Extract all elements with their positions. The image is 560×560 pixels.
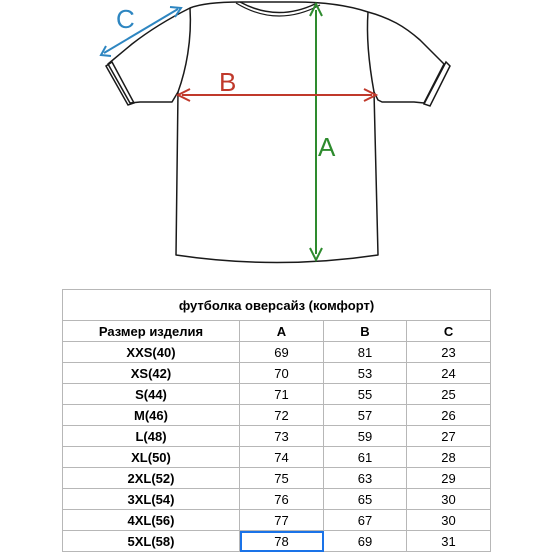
measurement-b-label: B (219, 67, 237, 97)
a-cell[interactable]: 78 (240, 531, 324, 552)
table-row (63, 384, 491, 405)
size-cell[interactable]: 3XL(54) (63, 489, 240, 510)
c-cell[interactable]: 25 (407, 384, 491, 405)
b-cell[interactable]: 65 (324, 489, 407, 510)
table-header-row (63, 321, 491, 342)
table-row (63, 405, 491, 426)
b-cell[interactable]: 63 (324, 468, 407, 489)
a-cell[interactable]: 75 (240, 468, 324, 489)
a-cell[interactable]: 74 (240, 447, 324, 468)
size-cell[interactable]: S(44) (63, 384, 240, 405)
c-cell[interactable]: 24 (407, 363, 491, 384)
c-cell[interactable]: 26 (407, 405, 491, 426)
b-cell[interactable]: 57 (324, 405, 407, 426)
c-cell[interactable]: 23 (407, 342, 491, 363)
size-cell[interactable]: 2XL(52) (63, 468, 240, 489)
size-cell[interactable]: XS(42) (63, 363, 240, 384)
b-cell[interactable]: 61 (324, 447, 407, 468)
c-cell[interactable]: 30 (407, 510, 491, 531)
header-c: C (407, 321, 491, 342)
size-cell[interactable]: 5XL(58) (63, 531, 240, 552)
size-cell[interactable]: XXS(40) (63, 342, 240, 363)
tshirt-outline (108, 2, 444, 263)
a-cell[interactable]: 77 (240, 510, 324, 531)
a-cell[interactable]: 69 (240, 342, 324, 363)
table-title: футболка оверсайз (комфорт) (63, 290, 491, 321)
c-cell[interactable]: 29 (407, 468, 491, 489)
size-cell[interactable]: M(46) (63, 405, 240, 426)
header-size: Размер изделия (63, 321, 240, 342)
b-cell[interactable]: 59 (324, 426, 407, 447)
a-cell[interactable]: 76 (240, 489, 324, 510)
b-cell[interactable]: 67 (324, 510, 407, 531)
c-cell[interactable]: 28 (407, 447, 491, 468)
a-cell[interactable]: 73 (240, 426, 324, 447)
table-row (63, 489, 491, 510)
a-cell[interactable]: 70 (240, 363, 324, 384)
header-b: B (324, 321, 407, 342)
b-cell[interactable]: 69 (324, 531, 407, 552)
table-row (63, 342, 491, 363)
table-row (63, 363, 491, 384)
size-cell[interactable]: XL(50) (63, 447, 240, 468)
table-row (63, 426, 491, 447)
measurement-c-label: C (116, 4, 135, 34)
c-cell[interactable]: 30 (407, 489, 491, 510)
table-title-row (63, 290, 491, 321)
size-table (62, 289, 491, 552)
header-a: A (240, 321, 324, 342)
table-row (63, 510, 491, 531)
table-row (63, 447, 491, 468)
table-body (63, 342, 491, 552)
b-cell[interactable]: 81 (324, 342, 407, 363)
table-row (63, 531, 491, 552)
b-cell[interactable]: 53 (324, 363, 407, 384)
a-cell[interactable]: 71 (240, 384, 324, 405)
c-cell[interactable]: 31 (407, 531, 491, 552)
a-cell[interactable]: 72 (240, 405, 324, 426)
c-cell[interactable]: 27 (407, 426, 491, 447)
table-row (63, 468, 491, 489)
measurement-a-label: A (318, 132, 336, 162)
size-cell[interactable]: 4XL(56) (63, 510, 240, 531)
size-cell[interactable]: L(48) (63, 426, 240, 447)
b-cell[interactable]: 55 (324, 384, 407, 405)
